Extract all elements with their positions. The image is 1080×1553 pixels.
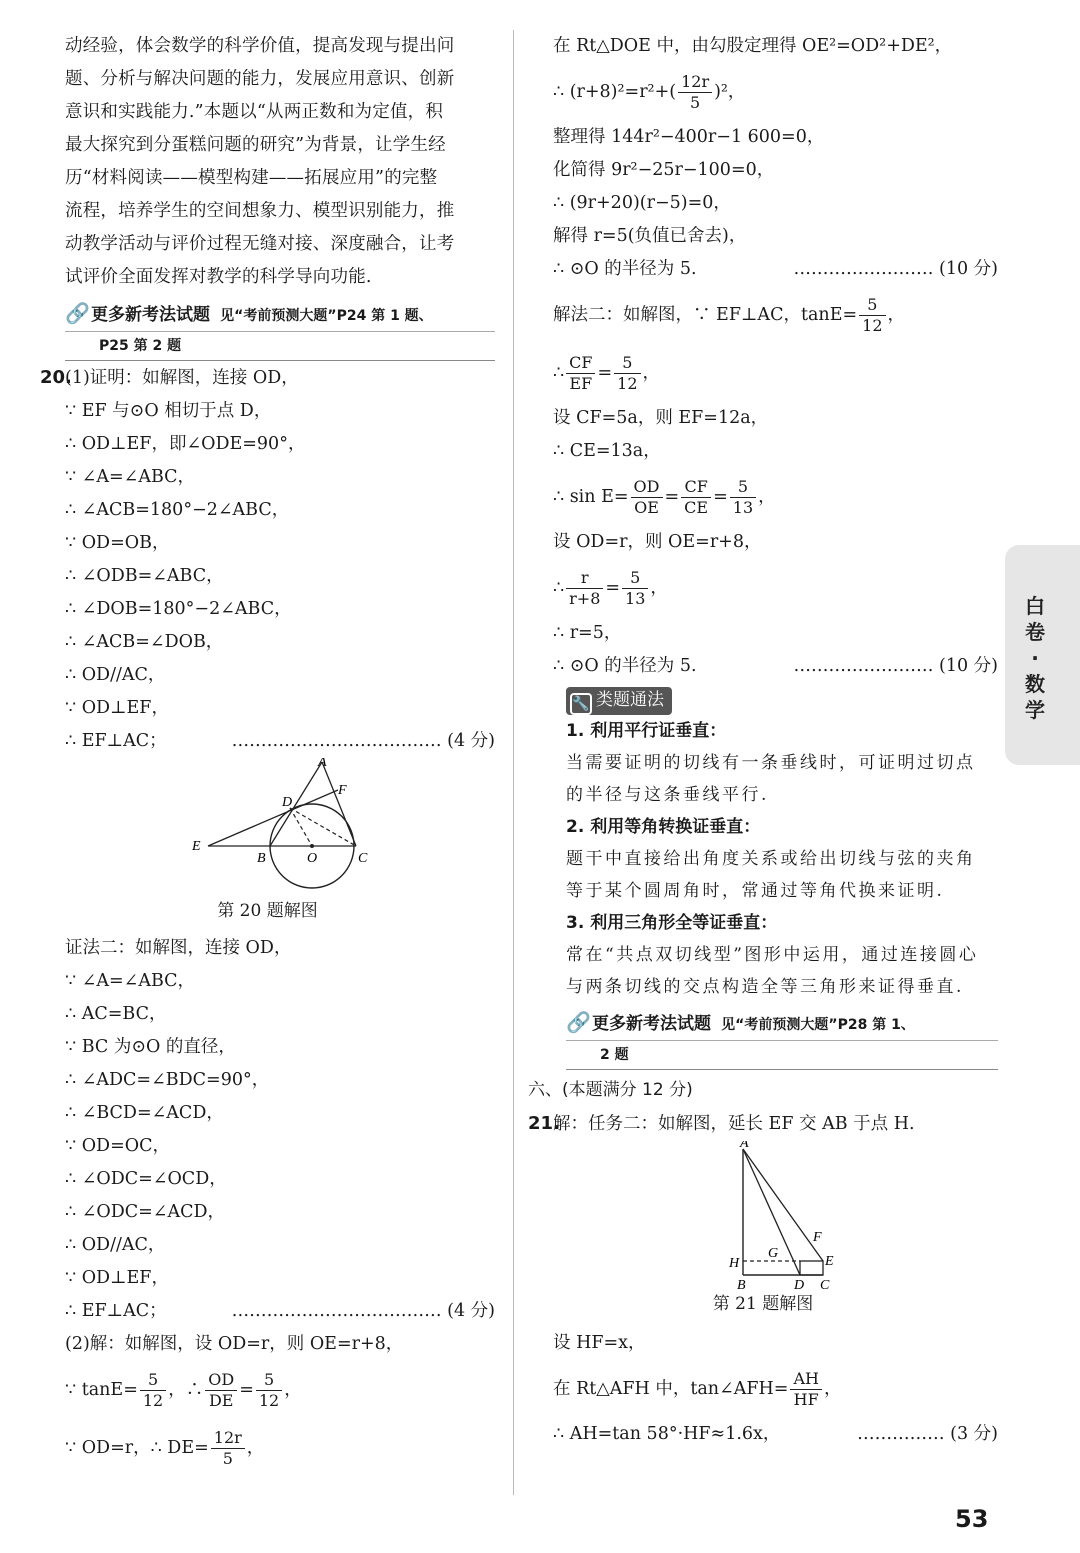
score: …………………… (10 分) [793,656,998,676]
method-text: 与两条切线的交点构造全等三角形来证得垂直. [566,977,964,997]
more-head: 更多新考法试题 [91,305,210,325]
method-text: 等于某个圆周角时，常通过等角代换来证明. [566,881,945,901]
more-ref: 见“考前预测大题”P28 第 1、 [721,1017,915,1033]
proof-line: ∵ OD⊥EF， [65,1268,169,1288]
proof-line: ∴ ∠ODC=∠OCD， [65,1169,227,1189]
label-G: G [768,1246,779,1261]
label-E: E [192,839,201,854]
proof-line: ∴ ∠ADC=∠BDC=90°， [65,1070,270,1090]
column-divider [513,30,514,1495]
part2-line: (2)解：如解图，设 OD=r，则 OE=r+8， [65,1334,404,1354]
proof-line: ∵ OD=OB， [65,533,170,553]
answer-line: ∴ ⊙O 的半径为 5. …………………… (10 分) [528,650,998,683]
label-E: E [825,1254,834,1269]
fraction: $\frac{CF}{CE}$ [681,477,711,518]
proof-line: ∴ OD⊥EF，即∠ODE=90°， [65,434,306,454]
equation-line: ∴ (r+8)²=r²+( $\frac{12r}{5}$ )²， [553,72,746,112]
tan-line: ∵ tanE= $\frac{5}{12}$ ，∴ $\frac{OD}{DE}$ = $\frac{5}{12}$ ， [65,1370,302,1410]
answer-line: ∴ ⊙O 的半径为 5. …………………… (10 分) [528,253,998,286]
proof-line: ∴ ∠ODC=∠ACD， [65,1202,226,1222]
more-ref: 见“考前预测大题”P24 第 1 题、 [220,308,433,324]
set-line: 设 OD=r，则 OE=r+8， [553,532,762,552]
fraction: $\frac{OD}{DE}$ [205,1370,237,1411]
more-exam-questions-1 [40,298,495,361]
method2-head: 解法二：如解图，∵ EF⊥AC，tanE= $\frac{5}{12}$ ， [553,295,905,335]
label-O: O [307,851,318,866]
section-heading: 六、(本题满分 12 分) [528,1080,693,1100]
solve-line: ∴ (9r+20)(r−5)=0， [553,193,731,213]
label-D: D [282,795,293,810]
method-heading: 2. 利用等角转换证垂直： [566,817,761,837]
score: …………………… (10 分) [793,259,998,279]
method2-line: 证法二：如解图，连接 OD， [65,938,292,958]
label-B: B [257,851,266,866]
side-tab [1005,545,1080,765]
proof-line: ∵ ∠A=∠ABC， [65,467,196,487]
link-icon: 🔗 [65,301,90,325]
label-A: A [318,758,327,770]
sin-line: ∴ sin E= $\frac{OD}{OE}$ = $\frac{CF}{CE}$ = $\frac{5}{13}$ ， [553,477,776,517]
fraction: $\frac{12r}{5}$ [678,72,712,113]
label-D: D [794,1278,805,1291]
ce-line: ∴ CE=13a， [553,441,661,461]
label-F: F [338,783,347,798]
figure-caption: 第 20 题解图 [217,901,318,921]
score: ……………………………… (4 分) [231,1301,495,1321]
page-number: 53 [955,1505,989,1533]
ratio-line-2: ∴ $\frac{r}{r+8}$ = $\frac{5}{13}$ ， [553,568,668,608]
method-text: 的半径与这条垂线平行. [566,785,769,805]
solve-line: 解得 r=5(负值已舍去)， [553,226,747,246]
text-line: 历“材料阅读——模型构建——拓展应用”的完整 [65,168,438,188]
score: ……………………………… (4 分) [231,731,495,751]
more-exam-questions-2 [528,1007,998,1070]
fraction: $\frac{12r}{5}$ [211,1428,245,1469]
text-line: 意识和实践能力.”本题以“从两正数和为定值，积 [65,102,444,122]
de-line: ∵ OD=r，∴ DE= $\frac{12r}{5}$ ， [65,1428,265,1468]
set-line: 设 HF=x， [553,1333,646,1353]
set-line: 设 CF=5a，则 EF=12a， [553,408,769,428]
label-C: C [820,1278,830,1291]
proof-line-scored: ∴ EF⊥AC； ……………………………… (4 分) [40,725,495,758]
text-line: 动经验，体会数学的科学价值，提高发现与提出问 [65,36,455,56]
fraction: $\frac{5}{12}$ [614,353,640,394]
fraction: $\frac{5}{12}$ [256,1370,282,1411]
label-A: A [740,1141,749,1151]
right-column [528,30,998,1451]
fraction: $\frac{r}{r+8}$ [566,568,603,609]
proof-line: ∴ ∠ODB=∠ABC， [65,566,224,586]
label-B: B [737,1278,746,1291]
fraction: $\frac{5}{13}$ [622,568,648,609]
method-heading: 3. 利用三角形全等证垂直： [566,913,778,933]
fraction: $\frac{OD}{OE}$ [631,477,663,518]
fraction: $\frac{5}{13}$ [730,477,756,518]
text-line: 动教学活动与评价过程无缝对接、深度融合，让考 [65,234,455,254]
text-line: 题、分析与解决问题的能力，发展应用意识、创新 [65,69,455,89]
tan-line: 在 Rt△AFH 中，tan∠AFH= $\frac{AH}{HF}$ ， [553,1369,842,1409]
question-number: 21. [528,1113,560,1134]
method-tag: 🔧 类题通法 [566,687,672,715]
proof-line-scored: ∴ EF⊥AC； ……………………………… (4 分) [40,1295,495,1328]
proof-line: ∵ OD⊥EF， [65,698,169,718]
pythag-line: 在 Rt△DOE 中，由勾股定理得 OE²=OD²+DE²， [553,36,953,56]
fraction: $\frac{AH}{HF}$ [790,1369,822,1410]
figure-q21 [528,1141,998,1291]
more-ref-cont: 2 题 [566,1040,998,1070]
text-line: 最大探究到分蛋糕问题的研究”为背景，让学生经 [65,135,446,155]
proof-line: ∴ OD//AC， [65,665,166,685]
proof-line: ∵ ∠A=∠ABC， [65,971,196,991]
label-H: H [729,1256,740,1271]
fraction: $\frac{5}{12}$ [859,295,885,336]
proof-line: ∵ EF 与⊙O 相切于点 D， [65,401,272,421]
label-F: F [813,1230,822,1245]
q20-first-line: 20.(1)证明：如解图，连接 OD， [40,361,495,395]
method-heading: 1. 利用平行证垂直： [566,721,727,741]
method-text: 当需要证明的切线有一条垂线时，可证明过切点 [566,753,976,773]
proof-line: ∴ ∠ACB=180°−2∠ABC， [65,500,290,520]
proof-line: ∴ AC=BC， [65,1004,167,1024]
ratio-line: ∴ $\frac{CF}{EF}$ = $\frac{5}{12}$ ， [553,353,661,393]
more-ref-cont: P25 第 2 题 [65,331,495,361]
figure-caption: 第 21 题解图 [712,1294,814,1314]
proof-line: ∵ OD=OC， [65,1136,170,1156]
q21-diagram [528,1141,998,1291]
link-icon: 🔗 [566,1010,591,1034]
solve-line: 整理得 144r²−400r−1 600=0， [553,127,825,147]
q20-diagram [40,758,495,898]
fraction: $\frac{5}{12}$ [140,1370,166,1411]
proof-line: ∴ ∠ACB=∠DOB， [65,632,224,652]
q21-first-line: 21.解：任务二：如解图，延长 EF 交 AB 于点 H. [528,1107,998,1141]
method-text: 常在“共点双切线型”图形中运用，通过连接圆心 [566,945,979,965]
label-C: C [358,851,368,866]
proof-line: ∴ ∠DOB=180°−2∠ABC， [65,599,292,619]
wrench-icon: 🔧 [570,693,592,715]
method-text: 题干中直接给出角度关系或给出切线与弦的夹角 [566,849,976,869]
proof-line: ∴ OD//AC， [65,1235,166,1255]
answer-line: ∴ AH=tan 58°·HF≈1.6x， …………… (3 分) [528,1418,998,1451]
text-line: 试评价全面发挥对教学的科学导向功能. [65,267,372,287]
left-column [40,30,495,1477]
proof-line: ∵ BC 为⊙O 的直径， [65,1037,236,1057]
text-line: 流程，培养学生的空间想象力、模型识别能力，推 [65,201,455,221]
more-head: 更多新考法试题 [592,1014,711,1034]
solve-line: 化简得 9r²−25r−100=0， [553,160,775,180]
question-number: 20. [40,367,72,388]
proof-line: ∴ ∠BCD=∠ACD， [65,1103,224,1123]
intro-paragraph [40,30,495,294]
side-tab-label: 白卷·数学 [1025,594,1045,722]
fraction: $\frac{CF}{EF}$ [566,353,595,394]
score: …………… (3 分) [857,1424,998,1444]
r-line: ∴ r=5， [553,623,622,643]
figure-q20 [40,758,495,898]
